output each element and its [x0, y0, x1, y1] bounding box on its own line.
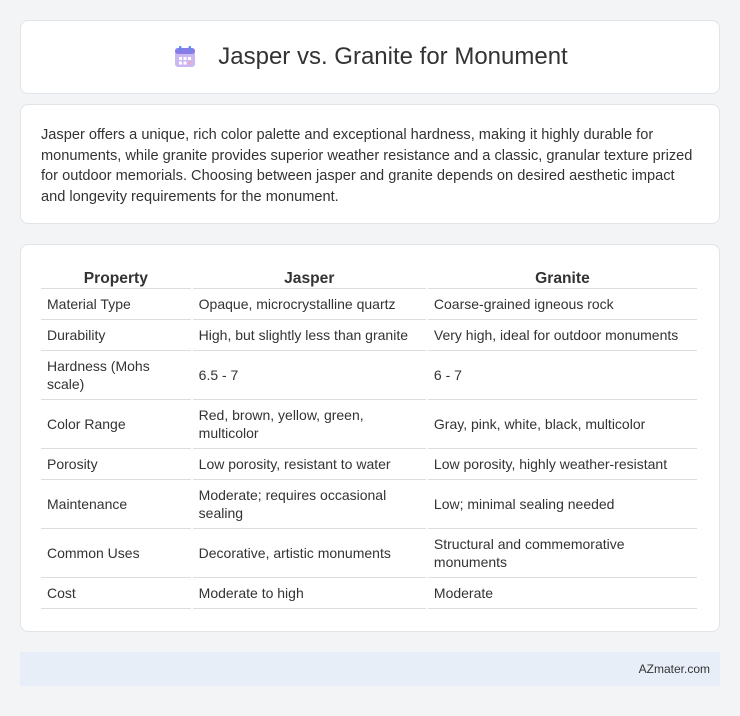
summary-card — [20, 104, 720, 224]
cell-jasper: 6.5 - 7 — [193, 351, 426, 400]
table-row — [41, 289, 697, 320]
table-row — [41, 320, 697, 351]
header-granite: Granite — [428, 263, 697, 289]
cell-granite: Moderate — [428, 578, 697, 609]
table-header-row — [41, 263, 697, 289]
cell-granite: Gray, pink, white, black, multicolor — [428, 400, 697, 449]
cell-property: Material Type — [41, 289, 191, 320]
cell-property: Hardness (Mohs scale) — [41, 351, 191, 400]
cell-property: Maintenance — [41, 480, 191, 529]
table-row — [41, 449, 697, 480]
summary-text: Jasper offers a unique, rich color palette and exceptional hardness, making it highly durable for monuments, while granite provides superior weather resistance and a classic, granular texture prized for outdoor memorials. Choosing between jasper and granite depends on desired aesthetic impact and longevity requirements for the monument. — [41, 127, 693, 205]
cell-jasper: High, but slightly less than granite — [193, 320, 426, 351]
cell-granite: Structural and commemorative monuments — [428, 529, 697, 578]
cell-granite: Low; minimal sealing needed — [428, 480, 697, 529]
cell-jasper: Moderate to high — [193, 578, 426, 609]
comparison-table — [39, 263, 699, 609]
page-title: Jasper vs. Granite for Monument — [218, 43, 568, 70]
cell-granite: Low porosity, highly weather-resistant — [428, 449, 697, 480]
cell-property: Common Uses — [41, 529, 191, 578]
header-property: Property — [41, 263, 191, 289]
footer-brand: AZmater.com — [638, 662, 710, 676]
cell-property: Color Range — [41, 400, 191, 449]
cell-granite: Coarse-grained igneous rock — [428, 289, 697, 320]
cell-granite: 6 - 7 — [428, 351, 697, 400]
cell-property: Cost — [41, 578, 191, 609]
title-card — [20, 20, 720, 94]
table-row — [41, 529, 697, 578]
footer-bar — [20, 652, 720, 686]
cell-granite: Very high, ideal for outdoor monuments — [428, 320, 697, 351]
cell-jasper: Low porosity, resistant to water — [193, 449, 426, 480]
calendar-icon — [172, 44, 198, 70]
table-row — [41, 351, 697, 400]
table-row — [41, 578, 697, 609]
table-row — [41, 400, 697, 449]
cell-jasper: Decorative, artistic monuments — [193, 529, 426, 578]
comparison-table-card — [20, 244, 720, 632]
cell-property: Durability — [41, 320, 191, 351]
header-jasper: Jasper — [193, 263, 426, 289]
cell-property: Porosity — [41, 449, 191, 480]
cell-jasper: Red, brown, yellow, green, multicolor — [193, 400, 426, 449]
cell-jasper: Moderate; requires occasional sealing — [193, 480, 426, 529]
cell-jasper: Opaque, microcrystalline quartz — [193, 289, 426, 320]
table-row — [41, 480, 697, 529]
